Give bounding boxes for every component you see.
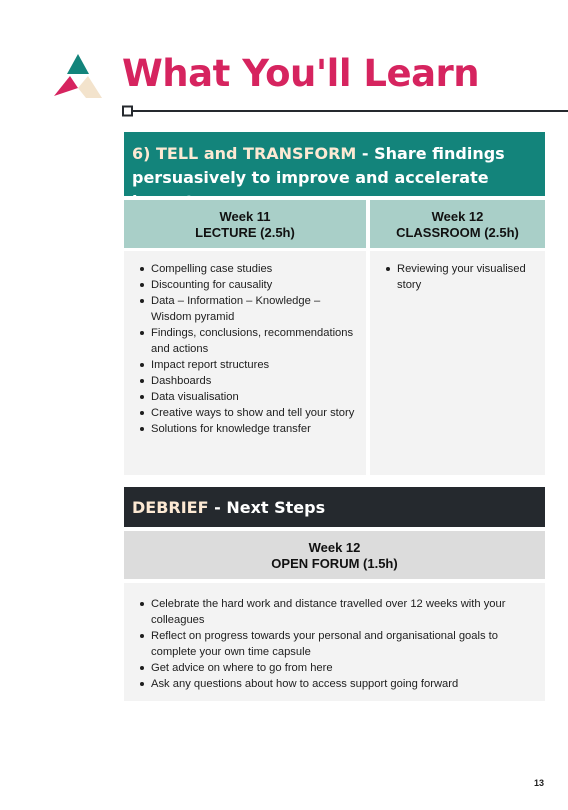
page-title: What You'll Learn (122, 52, 480, 95)
list-item: Reviewing your visualised story (382, 261, 537, 293)
week12-open-forum-header (124, 531, 545, 579)
title-divider (122, 105, 568, 119)
open-forum-topics-panel (124, 583, 545, 701)
week12-classroom-header (370, 200, 545, 248)
list-item: Creative ways to show and tell your story (136, 405, 356, 421)
section-header-accent: 6) TELL and TRANSFORM (132, 144, 357, 163)
list-item: Compelling case studies (136, 261, 356, 277)
list-item: Ask any questions about how to access support going forward (136, 676, 535, 692)
week-label: Week 12 (308, 540, 361, 555)
session-label: LECTURE (2.5h) (195, 225, 295, 240)
list-item: Impact report structures (136, 357, 356, 373)
brand-logo-icon (52, 52, 104, 100)
list-item: Dashboards (136, 373, 356, 389)
section-header-tell-transform (124, 132, 545, 196)
list-item: Data – Information – Knowledge – Wisdom pyramid (136, 293, 356, 325)
list-item: Discounting for causality (136, 277, 356, 293)
week-label: Week 12 (431, 209, 484, 224)
week11-topics-panel (124, 251, 366, 475)
list-item: Data visualisation (136, 389, 356, 405)
list-item: Findings, conclusions, recommendations and actions (136, 325, 356, 357)
list-item: Solutions for knowledge transfer (136, 421, 356, 437)
week12-topics-panel (370, 251, 545, 475)
list-item: Reflect on progress towards your personal and organisational goals to complete your own time capsule (136, 628, 535, 660)
section-header-text: - Share findings persuasively to improve and accelerate (132, 144, 505, 187)
week11-lecture-header (124, 200, 366, 248)
week12-topic-list (382, 261, 537, 293)
open-forum-topic-list (136, 596, 535, 692)
week-label: Week 11 (219, 209, 271, 224)
section-header-text: - Next Steps (208, 498, 326, 517)
list-item: Celebrate the hard work and distance travelled over 12 weeks with your colleagues (136, 596, 535, 628)
session-label: OPEN FORUM (1.5h) (271, 556, 398, 571)
session-label: CLASSROOM (2.5h) (396, 225, 519, 240)
list-item: Get advice on where to go from here (136, 660, 535, 676)
section-header-debrief (124, 487, 545, 527)
section-header-accent: DEBRIEF (132, 498, 209, 517)
page-number: 13 (534, 778, 545, 788)
week11-topic-list (136, 261, 356, 437)
